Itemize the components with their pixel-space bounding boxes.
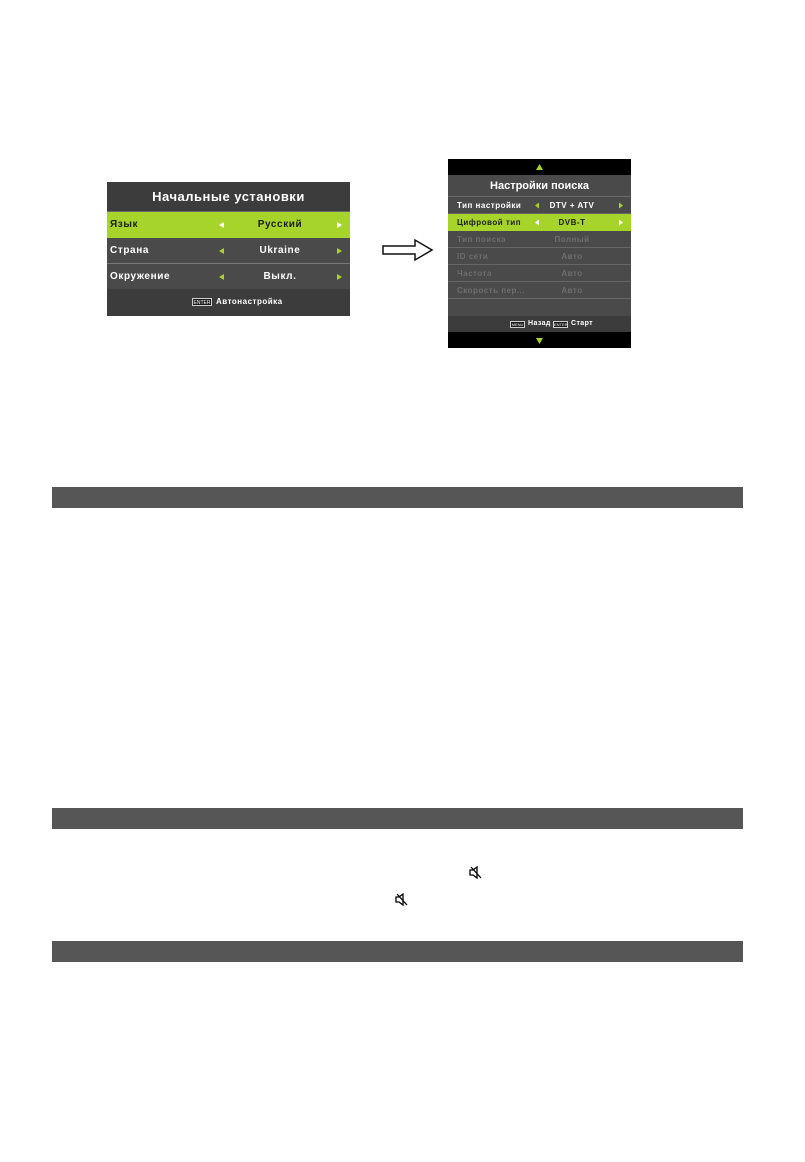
left-arrow-icon[interactable] — [217, 245, 225, 257]
left-arrow-icon[interactable] — [534, 201, 540, 210]
menu-row-language[interactable] — [107, 212, 350, 238]
search-settings-title: Настройки поиска — [448, 175, 631, 197]
mute-icon — [395, 893, 408, 906]
enter-key-icon: ENTER — [554, 322, 568, 327]
up-arrow-icon[interactable] — [536, 164, 543, 170]
row-value: DTV + ATV — [549, 201, 595, 210]
initial-setup-title: Начальные установки — [107, 182, 350, 212]
row-value: Выкл. — [263, 271, 297, 282]
menu-row-tuning-type[interactable] — [448, 197, 631, 214]
row-value: Авто — [561, 269, 583, 278]
right-arrow-icon[interactable] — [618, 201, 624, 210]
left-arrow-icon[interactable] — [217, 219, 225, 231]
menu-row-network-id — [448, 248, 631, 265]
menu-footer — [107, 289, 350, 316]
footer-hint: Автонастройка — [216, 297, 283, 306]
section-header-bar — [52, 808, 743, 829]
hollow-arrow-icon — [382, 238, 434, 262]
row-value: Полный — [554, 235, 590, 244]
menu-key-icon: MENU — [511, 322, 524, 327]
menu-row-symbol-rate — [448, 282, 631, 299]
menu-row-environment[interactable] — [107, 264, 350, 290]
section-header-bar — [52, 941, 743, 962]
menu-row-frequency — [448, 265, 631, 282]
section-header-bar — [52, 487, 743, 508]
row-label: Тип настройки — [457, 201, 522, 210]
menu-row-digital-type[interactable] — [448, 214, 631, 231]
row-value: Ukraine — [259, 245, 301, 256]
right-arrow-icon[interactable] — [336, 271, 344, 283]
right-arrow-icon[interactable] — [618, 218, 624, 227]
menu-row-search-type — [448, 231, 631, 248]
menu-footer — [448, 316, 631, 332]
enter-key-icon: ENTER — [193, 300, 211, 306]
menu-row-empty — [448, 299, 631, 317]
footer-start-hint: Старт — [571, 320, 593, 327]
row-label: ID сети — [457, 252, 489, 261]
row-label: Частота — [457, 269, 492, 278]
search-settings-panel — [448, 175, 631, 332]
mute-icon — [469, 866, 482, 879]
row-label: Цифровой тип — [457, 218, 522, 227]
footer-back-hint: Назад — [528, 320, 551, 327]
initial-setup-menu — [107, 182, 350, 316]
menu-row-country[interactable] — [107, 238, 350, 264]
right-arrow-icon[interactable] — [336, 245, 344, 257]
row-value: Авто — [561, 286, 583, 295]
row-label: Скорость пер... — [457, 286, 526, 295]
row-label: Страна — [110, 245, 149, 256]
row-value: Русский — [257, 219, 303, 230]
row-label: Язык — [110, 219, 139, 230]
row-label: Окружение — [110, 271, 171, 282]
left-arrow-icon[interactable] — [217, 271, 225, 283]
row-value: Авто — [561, 252, 583, 261]
search-settings-menu — [448, 159, 631, 348]
right-arrow-icon[interactable] — [336, 219, 344, 231]
down-arrow-icon[interactable] — [536, 338, 543, 344]
row-label: Тип поиска — [457, 235, 507, 244]
left-arrow-icon[interactable] — [534, 218, 540, 227]
row-value: DVB-T — [558, 218, 586, 227]
